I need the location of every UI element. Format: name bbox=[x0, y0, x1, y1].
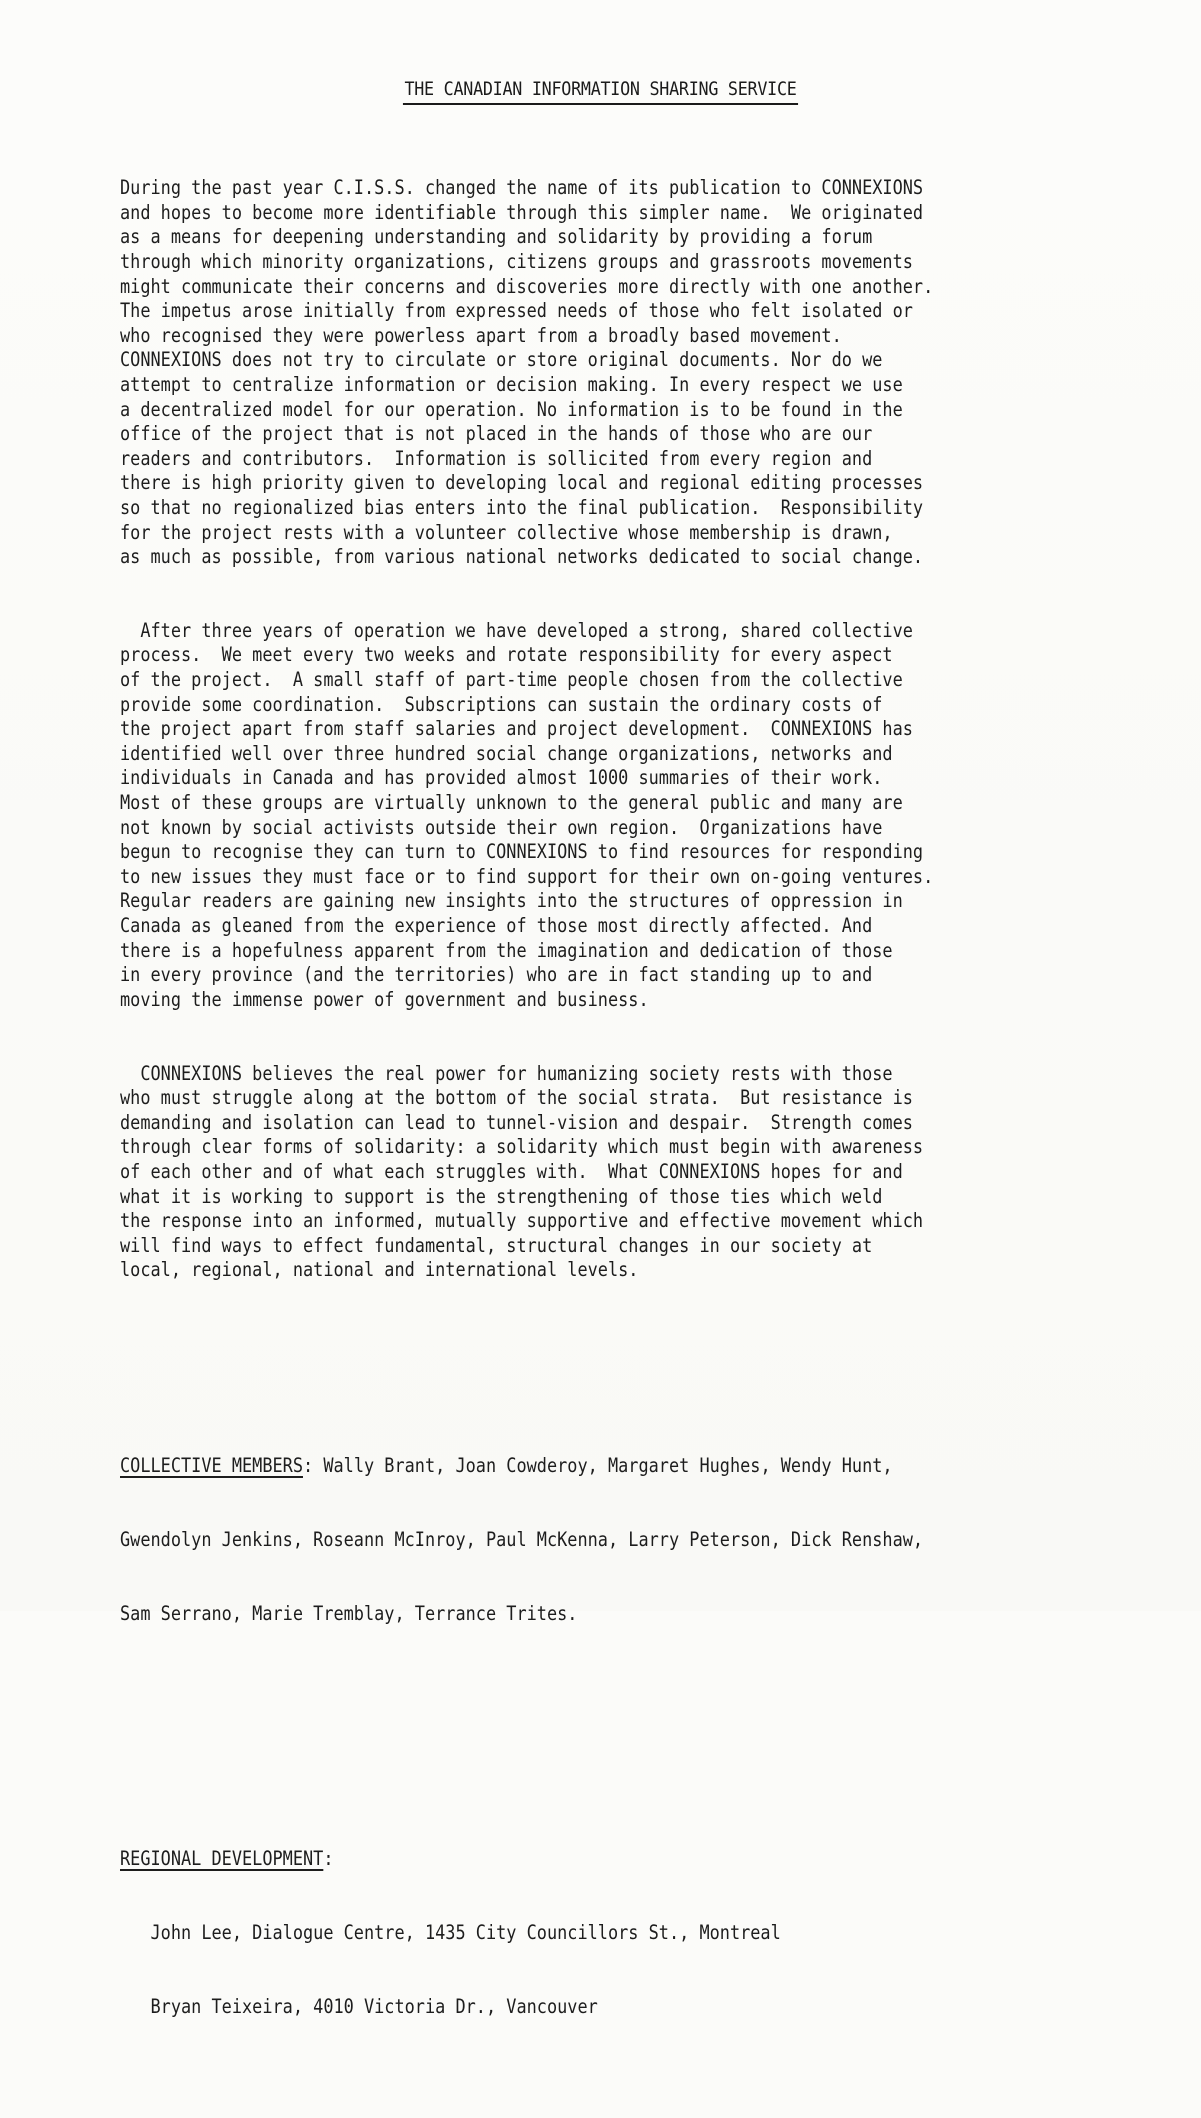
text-line: local, regional, national and international levels. bbox=[120, 1258, 639, 1282]
text-line: Canada as gleaned from the experience of those most directly affected. And bbox=[120, 914, 873, 937]
label-colon: : bbox=[323, 1847, 334, 1871]
text-line: process. We meet every two weeks and rotate responsibility for every aspect bbox=[120, 643, 893, 667]
regional-development-label: REGIONAL DEVELOPMENT bbox=[120, 1847, 324, 1871]
regional-contact: Bryan Teixeira, 4010 Victoria Dr., Vancouver bbox=[120, 1994, 598, 2018]
regional-development-section bbox=[120, 1798, 982, 2069]
text-line: as a means for deepening understanding and solidarity by providing a forum bbox=[120, 225, 873, 249]
text-line: individuals in Canada and has provided almost 1000 summaries of their work. bbox=[120, 766, 883, 790]
collective-members-line bbox=[120, 1454, 982, 1479]
text-line: the response into an informed, mutually supportive and effective movement which bbox=[120, 1209, 924, 1233]
text-line: through clear forms of solidarity: a solidarity which must begin with awareness bbox=[120, 1135, 924, 1159]
text-line: there is high priority given to developing local and regional editing processes bbox=[120, 471, 924, 495]
text-line: of the project. A small staff of part-time people chosen from the collective bbox=[120, 668, 903, 692]
collective-members-label: COLLECTIVE MEMBERS bbox=[120, 1454, 303, 1478]
paragraph-3 bbox=[120, 1062, 982, 1283]
spacer bbox=[120, 1725, 982, 1749]
text-line: to new issues they must face or to find support for their own on-going ventures. bbox=[120, 864, 934, 888]
text-line: provide some coordination. Subscriptions can sustain the ordinary costs of bbox=[120, 692, 883, 716]
text-line: attempt to centralize information or decision making. In every respect we use bbox=[120, 372, 903, 396]
text-line: Most of these groups are virtually unknown to the general public and many are bbox=[120, 791, 903, 815]
collective-members-text: : Wally Brant, Joan Cowderoy, Margaret Hughes, Wendy Hunt, bbox=[302, 1454, 893, 1478]
text-line: demanding and isolation can lead to tunnel-vision and despair. Strength comes bbox=[120, 1110, 913, 1134]
text-line: readers and contributors. Information is sollicited from every region and bbox=[120, 446, 873, 470]
text-line: not known by social activists outside their own region. Organizations have bbox=[120, 815, 883, 839]
text-line: CONNEXIONS believes the real power for humanizing society rests with those bbox=[120, 1061, 893, 1085]
text-line: moving the immense power of government and business. bbox=[120, 987, 649, 1011]
text-line: who recognised they were powerless apart from a broadly based movement. bbox=[120, 323, 842, 347]
text-line: so that no regionalized bias enters into the final publication. Responsibility bbox=[120, 495, 924, 519]
text-line: there is a hopefulness apparent from the imagination and dedication of those bbox=[120, 938, 893, 962]
text-line: in every province (and the territories) who are in fact standing up to and bbox=[120, 963, 873, 987]
text-line: who must struggle along at the bottom of the social strata. But resistance is bbox=[120, 1086, 913, 1110]
text-line: the project apart from staff salaries and project development. CONNEXIONS has bbox=[120, 717, 913, 741]
text-line: a decentralized model for our operation. No information is to be found in the bbox=[120, 397, 903, 421]
text-line: CONNEXIONS does not try to circulate or store original documents. Nor do we bbox=[120, 348, 883, 372]
text-line: will find ways to effect fundamental, structural changes in our society at bbox=[120, 1233, 873, 1257]
paragraph-1 bbox=[120, 176, 982, 570]
text-line: through which minority organizations, citizens groups and grassroots movements bbox=[120, 249, 913, 273]
document-body bbox=[120, 127, 982, 2118]
text-line: The impetus arose initially from expressed needs of those who felt isolated or bbox=[120, 299, 913, 323]
text-line: identified well over three hundred social change organizations, networks and bbox=[120, 741, 893, 765]
paragraph-2 bbox=[120, 619, 982, 1013]
text-line: might communicate their concerns and discoveries more directly with one another. bbox=[120, 274, 934, 298]
text-line: After three years of operation we have developed a strong, shared collective bbox=[120, 618, 913, 642]
document-title bbox=[72, 78, 1129, 100]
regional-development-heading bbox=[120, 1847, 982, 1872]
collective-members-section bbox=[120, 1405, 982, 1676]
regional-contact: John Lee, Dialogue Centre, 1435 City Councillors St., Montreal bbox=[120, 1921, 781, 1945]
text-line: Regular readers are gaining new insights into the structures of oppression in bbox=[120, 889, 903, 913]
text-line: as much as possible, from various national networks dedicated to social change. bbox=[120, 545, 924, 569]
text-line: and hopes to become more identifiable through this simpler name. We originated bbox=[120, 200, 924, 224]
text-line: office of the project that is not placed in the hands of those who are our bbox=[120, 422, 873, 446]
text-line: of each other and of what each struggles with. What CONNEXIONS hopes for and bbox=[120, 1159, 903, 1183]
text-line: During the past year C.I.S.S. changed the name of its publication to CONNEXIONS bbox=[120, 176, 924, 200]
text-line: begun to recognise they can turn to CONNEXIONS to find resources for responding bbox=[120, 840, 924, 864]
collective-members-line: Gwendolyn Jenkins, Roseann McInroy, Paul McKenna, Larry Peterson, Dick Renshaw, bbox=[120, 1528, 924, 1552]
text-line: what it is working to support is the strengthening of those ties which weld bbox=[120, 1184, 883, 1208]
title-text: THE CANADIAN INFORMATION SHARING SERVICE bbox=[403, 78, 799, 105]
spacer bbox=[120, 1332, 982, 1356]
collective-members-line: Sam Serrano, Marie Tremblay, Terrance Trites. bbox=[120, 1602, 578, 1626]
text-line: for the project rests with a volunteer collective whose membership is drawn, bbox=[120, 520, 893, 544]
